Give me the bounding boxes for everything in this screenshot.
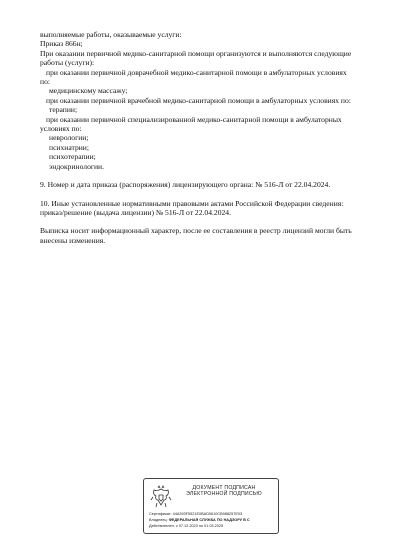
document-line: при оказании первичной врачебной медико-санитарной помощи в амбулаторных условиях по:: [46, 95, 351, 105]
document-line: условиях по:: [40, 124, 82, 134]
item-10-other-info: 10. Иные установленные нормативными правовыми актами Российской Федерации сведения:: [40, 198, 344, 208]
disclaimer-note-continued: внесены изменения.: [40, 235, 106, 245]
document-line: при оказании первичной специализированной медико-санитарной помощи в амбулаторных: [46, 114, 342, 124]
document-line: выполняемые работы, оказываемые услуги:: [40, 30, 182, 39]
disclaimer-note: Выписка носит информационный характер, после ее составления в реестр лицензий могли быть: [40, 226, 352, 236]
item-10-order-decision: приказ/решение (выдача лицензии) № 516-Л от 22.04.2024.: [40, 207, 231, 217]
document-line: При оказании первичной медико-санитарной помощи организуются и выполняются следующие: [40, 48, 352, 58]
document-body: [40, 30, 380, 245]
stamp-title: ДОКУМЕНТ ПОДПИСАН ЭЛЕКТРОННОЙ ПОДПИСЬЮ: [186, 485, 262, 498]
document-line: терапии;: [49, 105, 78, 115]
document-line: работы (услуги):: [40, 58, 95, 68]
document-line: эндокринологии.: [49, 161, 105, 171]
document-line: Приказ 866н;: [40, 39, 83, 49]
document-line: по:: [40, 77, 50, 87]
document-line: медицинскому массажу;: [49, 86, 128, 96]
services-list: [40, 30, 380, 171]
validity-row: Действителен: с 07.12.2023 по 01.03.2025: [149, 524, 224, 528]
document-line: неврологии;: [49, 133, 89, 143]
certificate-row: Сертификат: 44A393F5521E0BAD0610CB988257E03: [149, 512, 243, 516]
item-9-order-number: 9. Номер и дата приказа (распоряжения) лицензирующего органа: № 516-Л от 22.04.2024.: [40, 180, 331, 190]
coat-of-arms-icon: [149, 485, 173, 511]
document-line: при оказании первичной доврачебной медико-санитарной помощи в амбулаторных условиях: [46, 67, 347, 77]
owner-row: Владелец: ФЕДЕРАЛЬНАЯ СЛУЖБА ПО НАДЗОРУ В С: [149, 518, 250, 522]
document-line: психиатрии;: [49, 142, 89, 152]
document-line: психотерапии;: [49, 152, 96, 162]
electronic-signature-stamp: [143, 478, 279, 534]
